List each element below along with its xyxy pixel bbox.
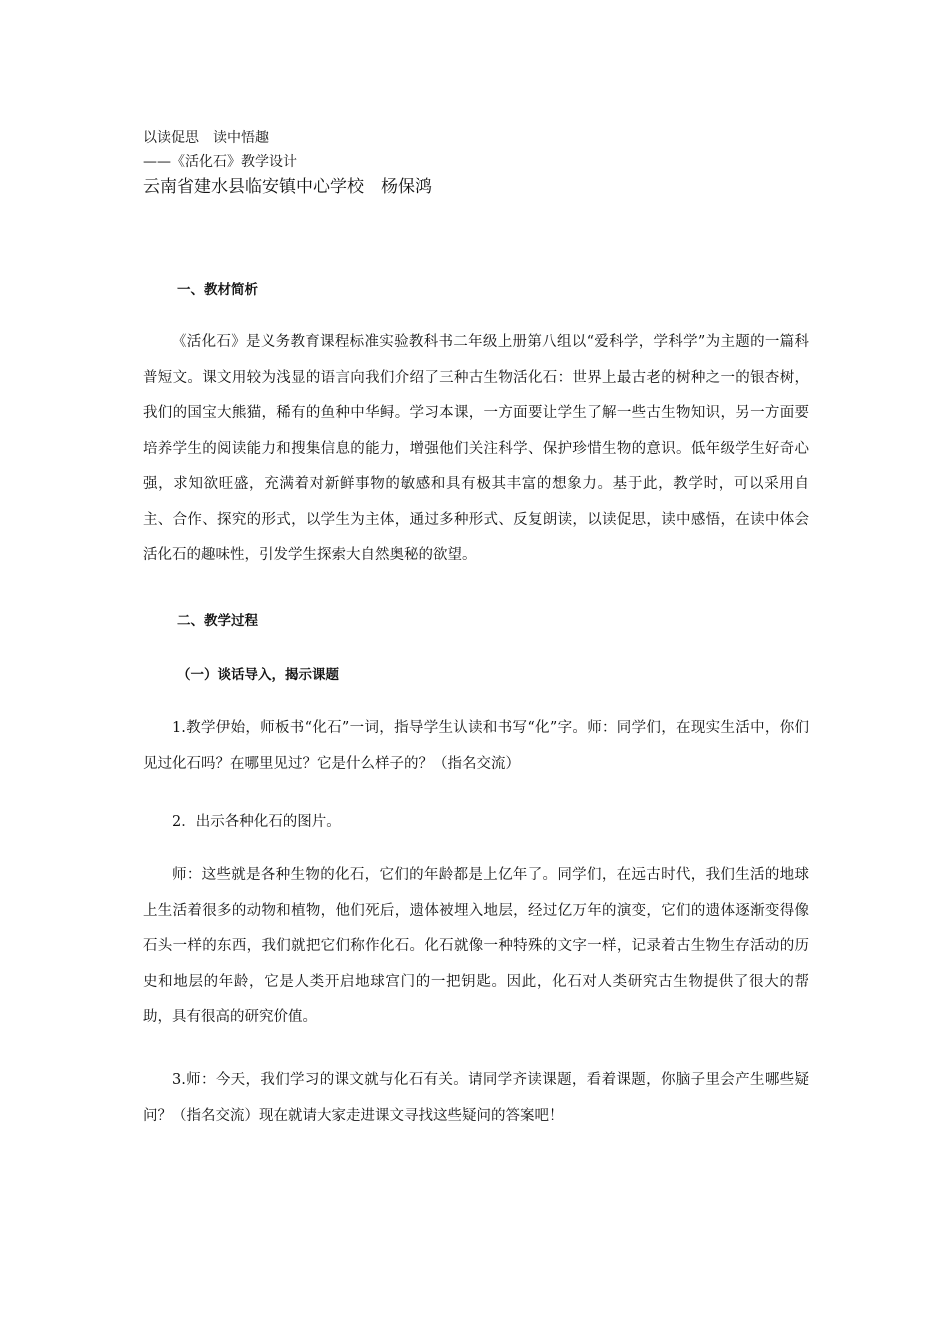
paragraph-teacher-explanation: 师：这些就是各种生物的化石，它们的年龄都是上亿年了。同学们，在远古时代，我们生活的地球上生活着很多的动物和植物，他们死后，遗体被埋入地层，经过亿万年的演变，它们的遗体逐渐变得像石头一样的东西，我们就把它们称作化石。化石就像一种特殊的文字一样，记录着古生物生存活动的历史和地层的年龄，它是人类开启地球宫门的一把钥匙。因此，化石对人类研究古生物提供了很大的帮助，具有很高的研究价值。 [143, 867, 809, 1025]
paragraph-step-2-wrap [143, 805, 809, 841]
paragraph-step-3: 3.师：今天，我们学习的课文就与化石有关。请同学齐读课题，看着课题，你脑子里会产生哪些疑问？（指名交流）现在就请大家走进课文寻找这些疑问的答案吧！ [143, 1072, 809, 1124]
paragraph-materials-analysis: 《活化石》是义务教育课程标准实验教科书二年级上册第八组以“爱科学，学科学”为主题的一篇科普短文。课文用较为浅显的语言向我们介绍了三种古生物活化石：世界上最古老的树种之一的银杏树，我们的国宝大熊猫，稀有的鱼种中华鲟。学习本课，一方面要让学生了解一些古生物知识，另一方面要培养学生的阅读能力和搜集信息的能力，增强他们关注科学、保护珍惜生物的意识。低年级学生好奇心强，求知欲旺盛，充满着对新鲜事物的敏感和具有极其丰富的想象力。基于此，教学时，可以采用自主、合作、探究的形式，以学生为主体，通过多种形式、反复朗读，以读促思，读中感悟，在读中体会活化石的趣味性，引发学生探索大自然奥秘的欲望。 [143, 334, 809, 563]
section-heading-process: 二、教学过程 [177, 613, 258, 629]
paragraph-step-3-wrap [143, 1063, 809, 1134]
paragraph-teacher-explanation-wrap [143, 858, 809, 1036]
author-line: 云南省建水县临安镇中心学校 杨保鸿 [143, 177, 432, 197]
document-title: 以读促思 读中悟趣 [143, 130, 269, 146]
paragraph-step-1: 1.教学伊始，师板书“化石”一词，指导学生认读和书写“化”字。师：同学们，在现实生活中，你们见过化石吗？在哪里见过？它是什么样子的？（指名交流） [143, 720, 809, 772]
paragraph-step-2: 2．出示各种化石的图片。 [172, 814, 341, 830]
section-heading-materials: 一、教材简析 [177, 282, 258, 298]
subsection-heading-intro: （一）谈话导入，揭示课题 [177, 667, 339, 683]
section-body-materials [143, 325, 809, 574]
paragraph-step-1-wrap [143, 711, 809, 782]
document-subtitle: ——《活化石》教学设计 [143, 154, 297, 170]
